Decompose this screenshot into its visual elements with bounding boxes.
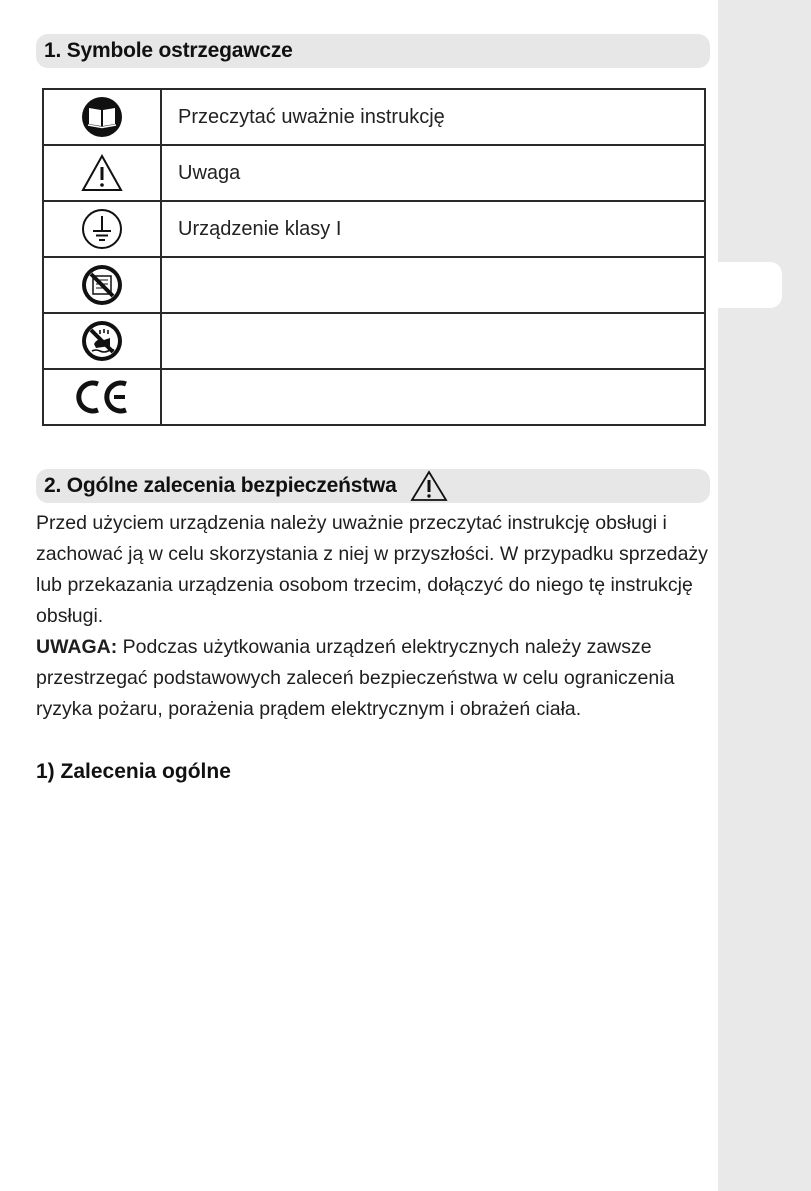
table-row — [43, 369, 705, 425]
symbol-label: Uwaga — [161, 145, 705, 201]
icon-cell — [43, 257, 161, 313]
section-title: 1. Symbole ostrzegawcze — [44, 39, 293, 62]
side-margin-strip — [718, 0, 811, 1191]
warning-triangle-icon — [80, 153, 124, 193]
table-row — [43, 89, 705, 145]
table-row — [43, 257, 705, 313]
symbol-label — [161, 257, 705, 313]
icon-cell — [43, 201, 161, 257]
symbol-label — [161, 313, 705, 369]
symbols-table — [42, 88, 706, 426]
icon-cell — [43, 145, 161, 201]
icon-cell — [43, 89, 161, 145]
warning-paragraph — [36, 632, 716, 725]
warning-triangle-icon — [409, 470, 449, 502]
symbol-label — [161, 369, 705, 425]
ce-mark-icon — [70, 377, 134, 417]
intro-paragraph: Przed użyciem urządzenia należy uważnie przeczytać instrukcję obsługi i zachować ją w celu skorzystania z niej w przyszłości. W przypadku sprzedaży lub przekazania urządzenia osobom trzecim, dołączyć do niego tę instrukcję obsługi. — [36, 512, 708, 627]
section-title: 2. Ogólne zalecenia bezpieczeństwa — [44, 474, 397, 497]
warning-text: Podczas użytkowania urządzeń elektrycznych należy zawsze przestrzegać podstawowych zaleceń bezpieczeństwa w celu ograniczenia ryzyka pożaru, porażenia prądem elektrycznym i obrażeń ciała. — [36, 636, 675, 720]
read-instructions-icon — [80, 95, 124, 139]
section-header-warning-symbols — [36, 34, 710, 68]
do-not-cover-icon — [80, 263, 124, 307]
section-header-general-safety — [36, 469, 710, 503]
table-row — [43, 145, 705, 201]
icon-cell — [43, 369, 161, 425]
chapter-tab — [718, 262, 782, 308]
icon-cell — [43, 313, 161, 369]
warning-label: UWAGA: — [36, 636, 118, 658]
no-water-icon — [80, 319, 124, 363]
table-row — [43, 201, 705, 257]
symbol-label: Przeczytać uważnie instrukcję — [161, 89, 705, 145]
symbol-label: Urządzenie klasy I — [161, 201, 705, 257]
table-row — [43, 313, 705, 369]
protective-earth-icon — [80, 207, 124, 251]
subsection-title: 1) Zalecenia ogólne — [36, 760, 231, 783]
